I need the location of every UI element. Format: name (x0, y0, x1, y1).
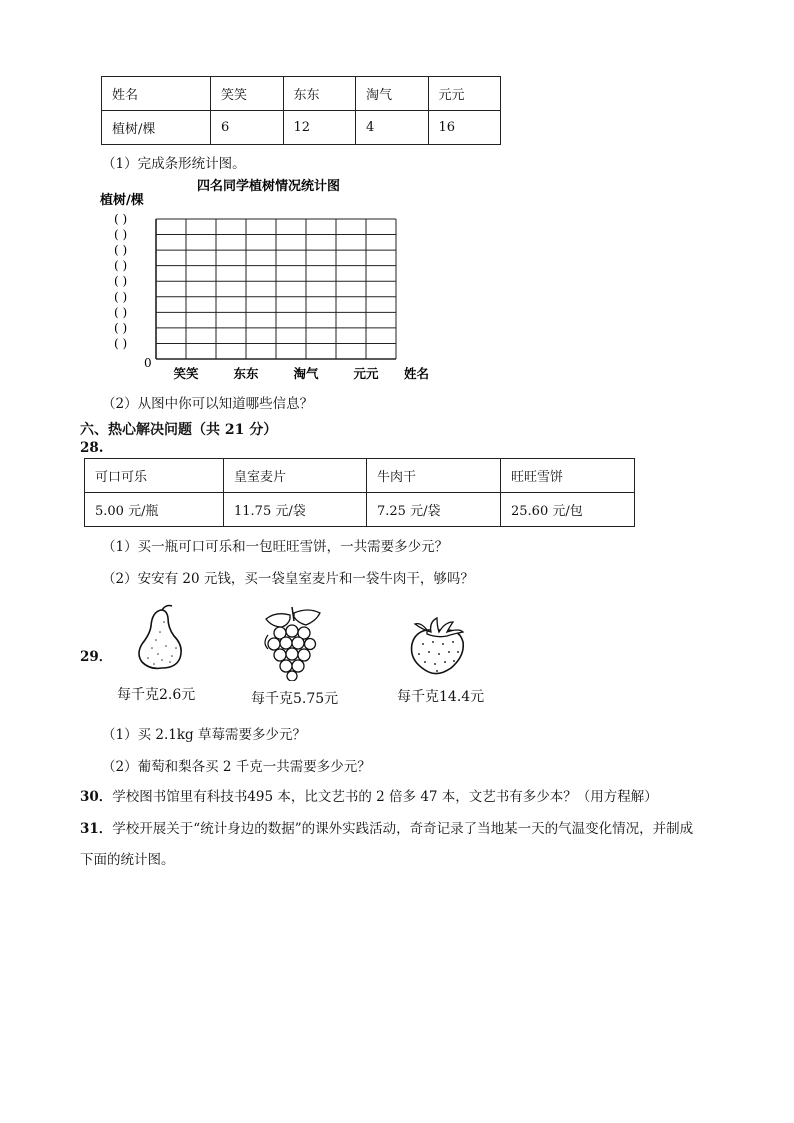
bar-chart-svg (92, 176, 442, 384)
x-tick-label: 东东 (233, 366, 259, 381)
table-cell: 牛肉干 (367, 459, 501, 493)
q30-text: 学校图书馆里有科技书495 本，比文艺书的 2 倍多 47 本，文艺书有多少本？（用方程解） (112, 789, 658, 805)
y-tick-label: ( ) (114, 289, 128, 304)
table-cell: 6 (211, 111, 284, 145)
table-cell: 淘气 (356, 77, 429, 111)
table-cell: 皇室麦片 (224, 459, 367, 493)
section-title: 六、热心解决问题（共 21 分） (80, 422, 278, 438)
question-31 (80, 817, 693, 837)
y-tick-label: ( ) (114, 274, 128, 289)
table-cell: 4 (356, 111, 429, 145)
table-cell: 7.25 元/袋 (367, 493, 501, 527)
table-cell: 元元 (428, 77, 501, 111)
table-cell: 16 (428, 111, 501, 145)
y-tick-label: ( ) (114, 212, 128, 226)
table-cell: 5.00 元/瓶 (85, 493, 224, 527)
x-axis-label: 姓名 (404, 366, 430, 381)
question-part-1: （1）完成条形统计图。 (102, 156, 246, 172)
table-row (102, 111, 501, 145)
table-cell: 旺旺雪饼 (501, 459, 635, 493)
q28-number: 28. (80, 440, 104, 456)
q30-number: 30． (80, 789, 113, 805)
strawberry-icon (405, 616, 471, 678)
y-tick-label: ( ) (114, 305, 128, 320)
y-tick-label: ( ) (114, 258, 128, 273)
q29-sub1: （1）买 2.1kg 草莓需要多少元？ (102, 727, 306, 743)
x-tick-label: 元元 (353, 366, 379, 381)
x-tick-label: 笑笑 (173, 366, 199, 381)
table-cell: 可口可乐 (85, 459, 224, 493)
price-table (84, 458, 635, 527)
chart-title: 四名同学植树情况统计图 (197, 179, 341, 194)
question-30 (80, 785, 658, 805)
pear-icon (132, 602, 186, 672)
table-cell: 笑笑 (211, 77, 284, 111)
q31-number: 31． (80, 821, 113, 837)
q28-sub1: （1）买一瓶可口可乐和一包旺旺雪饼，一共需要多少元？ (102, 539, 449, 555)
table-row (85, 493, 635, 527)
q28-sub2: （2）安安有 20 元钱，买一袋皇室麦片和一袋牛肉干，够吗？ (102, 571, 474, 587)
origin-label: 0 (144, 356, 152, 370)
grapes-price: 每千克5.75元 (251, 691, 339, 707)
y-tick-label: ( ) (114, 227, 128, 242)
q31-line1: 学校开展关于“统计身边的数据”的课外实践活动，奇奇记录了当地某一天的气温变化情况，并制成 (112, 821, 694, 837)
pear-price: 每千克2.6元 (117, 687, 196, 703)
y-axis-label: 植树/棵 (100, 193, 144, 208)
y-tick-label: ( ) (114, 336, 128, 351)
strawberry-price: 每千克14.4元 (397, 689, 485, 705)
grapes-icon (258, 603, 328, 681)
table-cell: 姓名 (102, 77, 211, 111)
q29-number: 29． (80, 649, 113, 665)
table-cell: 25.60 元/包 (501, 493, 635, 527)
question-part-2: （2）从图中你可以知道哪些信息？ (102, 396, 314, 412)
plant-table (101, 76, 501, 145)
table-cell: 东东 (283, 77, 356, 111)
table-header-row (102, 77, 501, 111)
y-tick-label: ( ) (114, 243, 128, 258)
q31-line2: 下面的统计图。 (80, 852, 175, 868)
y-tick-label: ( ) (114, 320, 128, 335)
table-cell: 12 (283, 111, 356, 145)
table-header-row (85, 459, 635, 493)
bar-chart (92, 176, 442, 384)
x-tick-label: 淘气 (293, 366, 319, 381)
table-cell: 11.75 元/袋 (224, 493, 367, 527)
table-cell: 植树/棵 (102, 111, 211, 145)
q29-sub2: （2）葡萄和梨各买 2 千克一共需要多少元？ (102, 759, 371, 775)
